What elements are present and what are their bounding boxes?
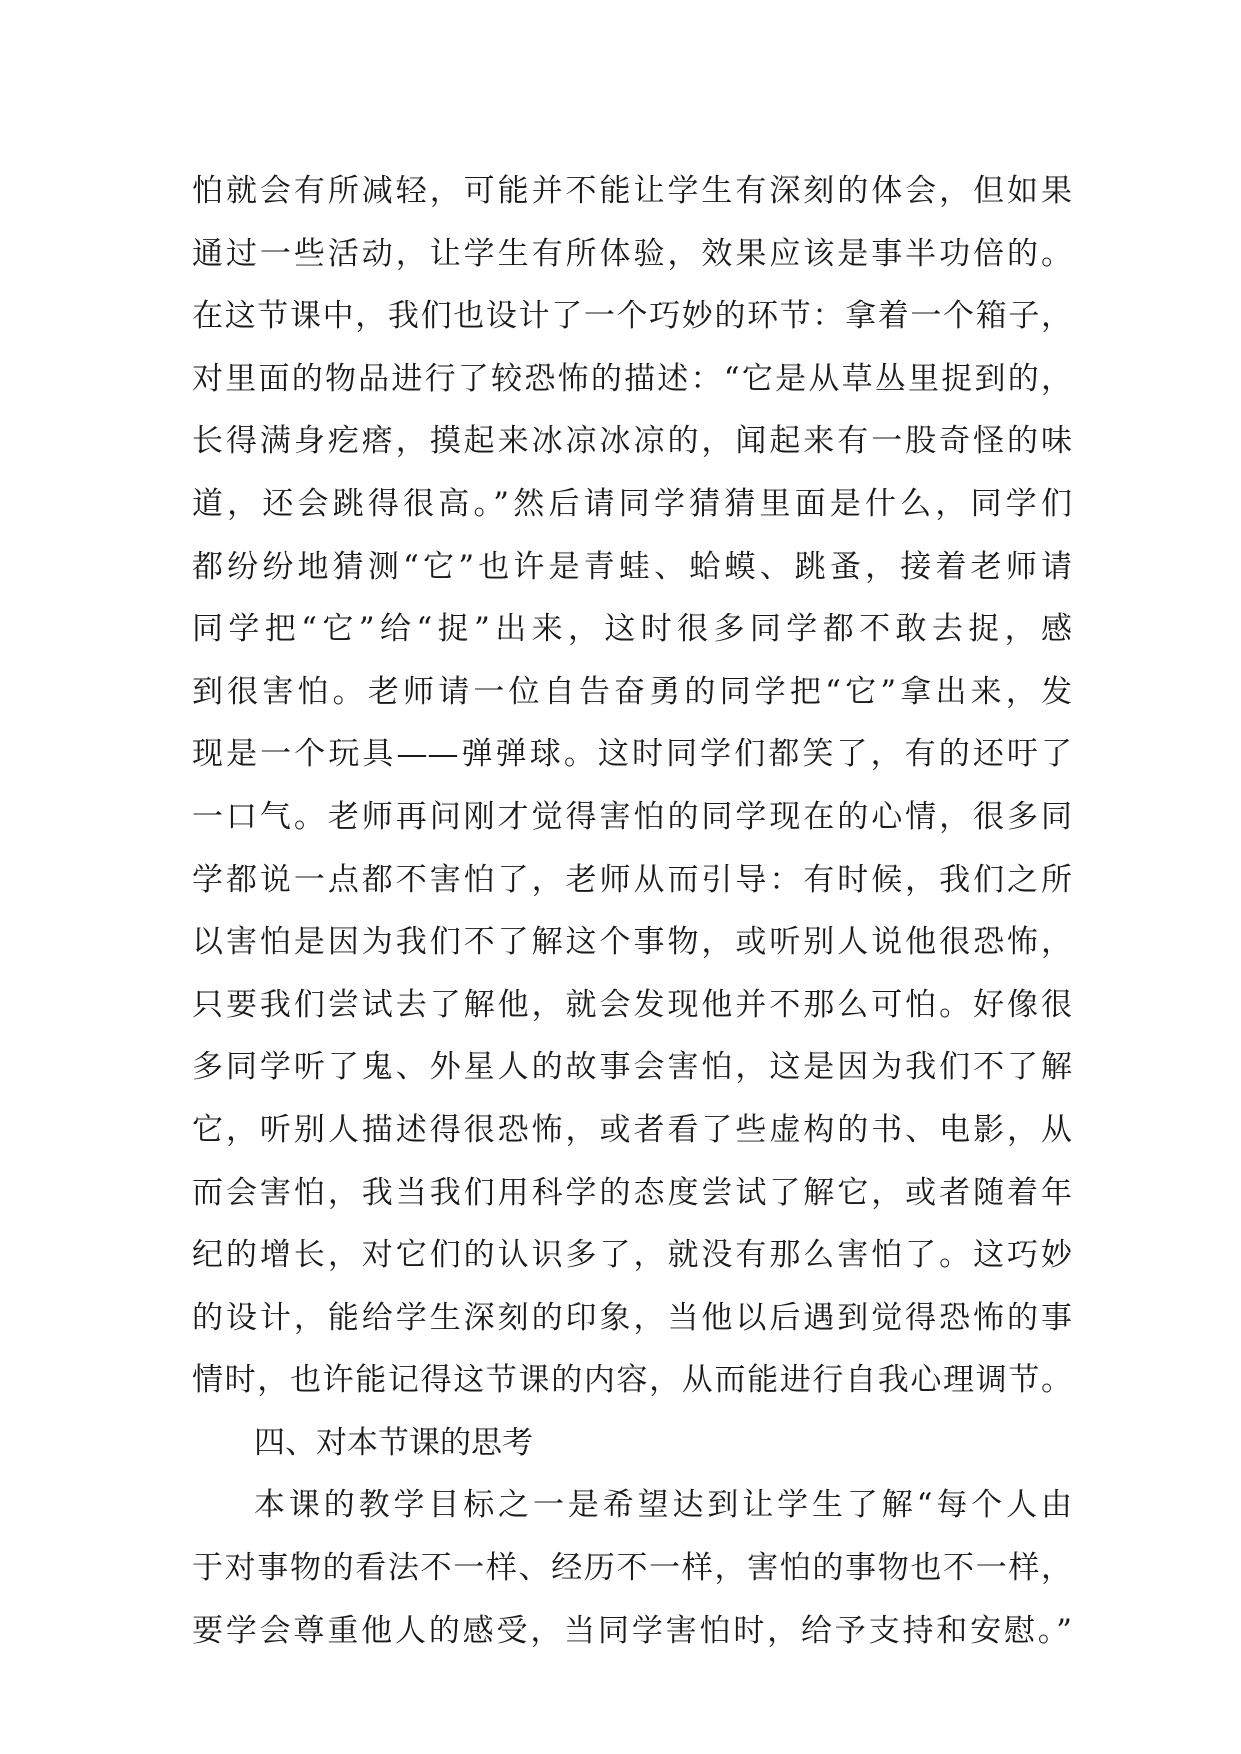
- text-line: 纪的增长，对它们的认识多了，就没有那么害怕了。这巧妙: [192, 1237, 1072, 1274]
- text-line: 长得满身疙瘩，摸起来冰凉冰凉的，闻起来有一股奇怪的味: [192, 423, 1072, 460]
- text-line: 以害怕是因为我们不了解这个事物，或听别人说他很恐怖，: [192, 924, 1072, 961]
- text-line: 对里面的物品进行了较恐怖的描述：“它是从草丛里捉到的，: [192, 360, 1072, 397]
- text-line: 同学把“它”给“捉”出来，这时很多同学都不敢去捉，感: [192, 611, 1072, 648]
- text-line: 多同学听了鬼、外星人的故事会害怕，这是因为我们不了解: [192, 1049, 1072, 1086]
- text-line: 本课的教学目标之一是希望达到让学生了解“每个人由: [254, 1487, 1072, 1524]
- text-line: 现是一个玩具——弹弹球。这时同学们都笑了，有的还吁了: [192, 736, 1072, 773]
- text-line: 都纷纷地猜测“它”也许是青蛙、蛤蟆、跳蚤，接着老师请: [192, 548, 1072, 585]
- text-line: 到很害怕。老师请一位自告奋勇的同学把“它”拿出来，发: [192, 673, 1072, 710]
- text-line: 情时，也许能记得这节课的内容，从而能进行自我心理调节。: [192, 1362, 1072, 1399]
- text-line: 道，还会跳得很高。”然后请同学猜猜里面是什么，同学们: [192, 485, 1072, 522]
- text-line: 要学会尊重他人的感受，当同学害怕时，给予支持和安慰。”: [192, 1612, 1072, 1649]
- text-line: 学都说一点都不害怕了，老师从而引导：有时候，我们之所: [192, 861, 1072, 898]
- text-line: 通过一些活动，让学生有所体验，效果应该是事半功倍的。: [192, 235, 1072, 272]
- text-line: 于对事物的看法不一样、经历不一样，害怕的事物也不一样，: [192, 1550, 1072, 1587]
- text-line: 的设计，能给学生深刻的印象，当他以后遇到觉得恐怖的事: [192, 1299, 1072, 1336]
- text-line: 怕就会有所减轻，可能并不能让学生有深刻的体会，但如果: [192, 173, 1072, 209]
- text-line: 而会害怕，我当我们用科学的态度尝试了解它，或者随着年: [192, 1174, 1072, 1211]
- text-line: 一口气。老师再问刚才觉得害怕的同学现在的心情，很多同: [192, 798, 1072, 835]
- text-line: 只要我们尝试去了解他，就会发现他并不那么可怕。好像很: [192, 986, 1072, 1023]
- document-body: [192, 160, 1072, 1662]
- section-heading: 四、对本节课的思考: [254, 1424, 533, 1461]
- text-line: 它，听别人描述得很恐怖，或者看了些虚构的书、电影，从: [192, 1111, 1072, 1148]
- text-line: 在这节课中，我们也设计了一个巧妙的环节：拿着一个箱子，: [192, 298, 1072, 335]
